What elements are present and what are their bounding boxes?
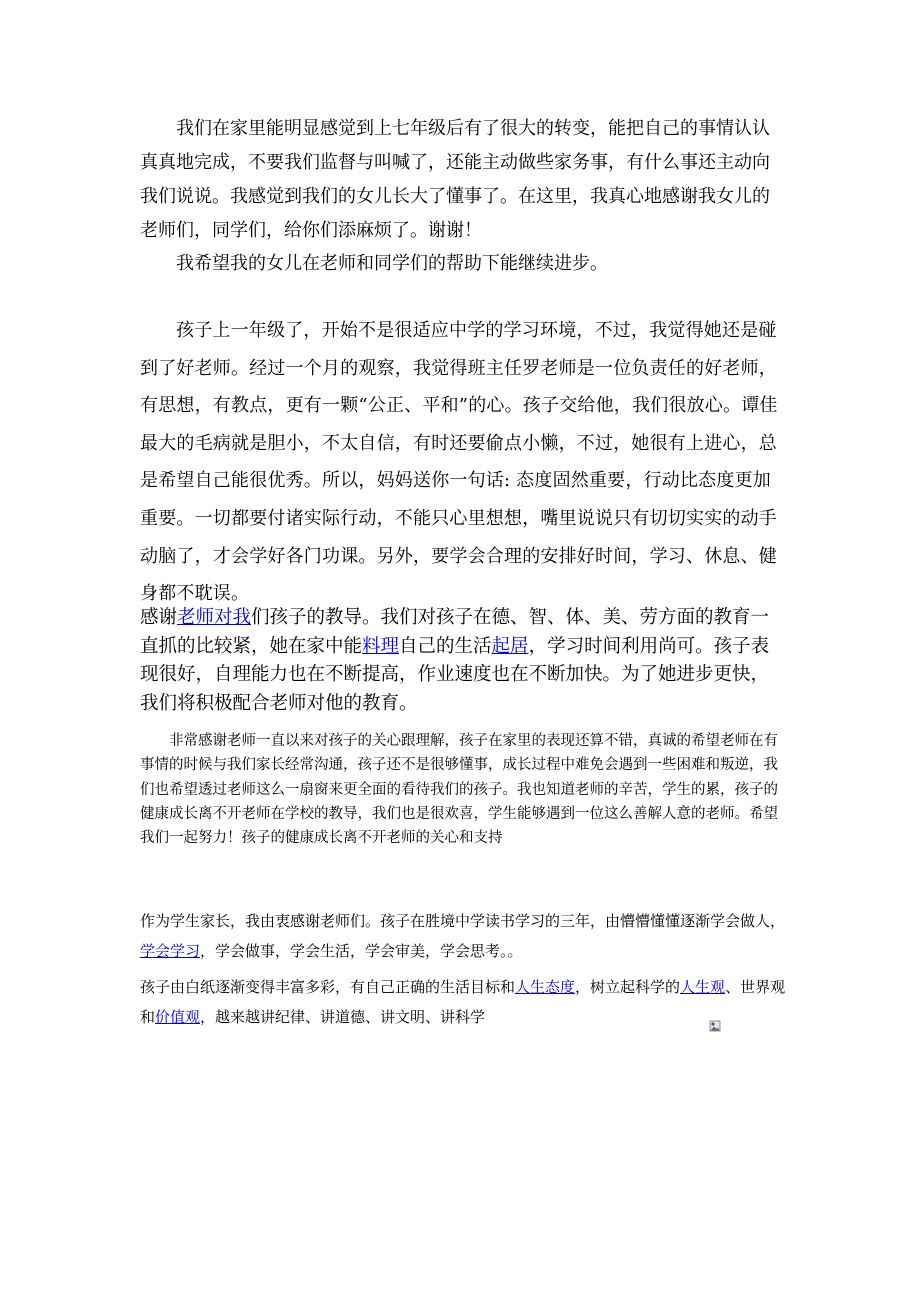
paragraph-growth <box>140 972 788 1032</box>
paragraph-parent-letter-2: 孩子上一年级了，开始不是很适应中学的学习环境，不过，我觉得她还是碰到了好老师。经过一个月的观察，我觉得班主任罗老师是一位负责任的好老师，有思想，有教点，更有一颗“公正、平和”的心。孩子交给他，我们很放心。谭佳最大的毛病就是胆小，不太自信，有时还要偷点小懒，不过，她很有上进心，总是希望自己能很优秀。所以，妈妈送你一句话: 态度固然重要，行动比态度更加重要。一切都要付诸实际行动，不能只心里想想，嘴里说说只有切切实实的动手动脑了，才会学好各门功课。另外，要学会合理的安排好时间，学习、休息、健身都不耽误。 <box>140 320 778 605</box>
link-teacher-to-me[interactable]: 老师对我 <box>177 607 252 628</box>
link-learn-to-study[interactable]: 学会学习 <box>140 942 201 960</box>
link-values[interactable]: 价值观 <box>155 1008 201 1026</box>
text-segment: 自己的生活 <box>399 635 492 657</box>
paragraph-thanks-teacher <box>140 604 785 718</box>
text-segment: ，学习时间利用尚可。孩子表现很好，自理能力也在不断提高，作业速度也在不断加快。为了她进步更快，我们将积极配合老师对他的教育。 <box>140 635 770 714</box>
text-segment: 感谢 <box>140 607 178 628</box>
text-segment: 孩子由白纸逐渐变得丰富多彩，有自己正确的生活目标和 <box>140 978 516 996</box>
link-life-attitude[interactable]: 人生态度 <box>515 978 576 996</box>
text-segment: ，树立起科学的 <box>575 978 681 996</box>
link-daily-life[interactable]: 起居 <box>491 635 529 657</box>
text-segment: ，学会做事，学会生活，学会审美，学会思考。。 <box>200 942 523 960</box>
embedded-image-icon <box>709 1020 721 1032</box>
text-segment: 作为学生家长，我由衷感谢老师们。孩子在胜境中学读书学习的三年，由懵懵懂懂逐渐学会做人， <box>140 912 786 930</box>
paragraph-as-parent <box>140 906 788 966</box>
paragraph-hope: 我希望我的女儿在老师和同学们的帮助下能继续进步。 <box>176 253 608 274</box>
paragraph-gratitude: 非常感谢老师一直以来对孩子的关心跟理解，孩子在家里的表现还算不错，真诚的希望老师在有事情的时候与我们家长经常沟通，孩子还不是很够懂事，成长过程中难免会遇到一些困难和叛逆，我们也希望透过老师这么一扇窗来更全面的看待我们的孩子。我也知道老师的辛苦，学生的累，孩子的健康成长离不开老师在学校的教导，我们也是很欢喜，学生能够遇到一位这么善解人意的老师。希望我们一起努力！孩子的健康成长离不开老师的关心和支持 <box>140 733 778 847</box>
text-segment: 、世界观和 <box>140 978 786 1026</box>
paragraph-parent-letter-1: 我们在家里能明显感觉到上七年级后有了很大的转变，能把自己的事情认认真真地完成，不要我们监督与叫喊了，还能主动做些家务事，有什么事还主动向我们说说。我感觉到我们的女儿长大了懂事了。在这里，我真心地感谢我女儿的老师们，同学们，给你们添麻烦了。谢谢！ <box>140 118 770 241</box>
link-manage[interactable]: 料理 <box>362 635 400 657</box>
text-segment: 们孩子的教导。我们对孩子在德、智、体、美、劳方面的教育一直抓的比较紧，她在家中能 <box>140 607 770 657</box>
link-life-view[interactable]: 人生观 <box>680 978 726 996</box>
text-segment: ，越来越讲纪律、讲道德、讲文明、讲科学 <box>200 1008 486 1026</box>
